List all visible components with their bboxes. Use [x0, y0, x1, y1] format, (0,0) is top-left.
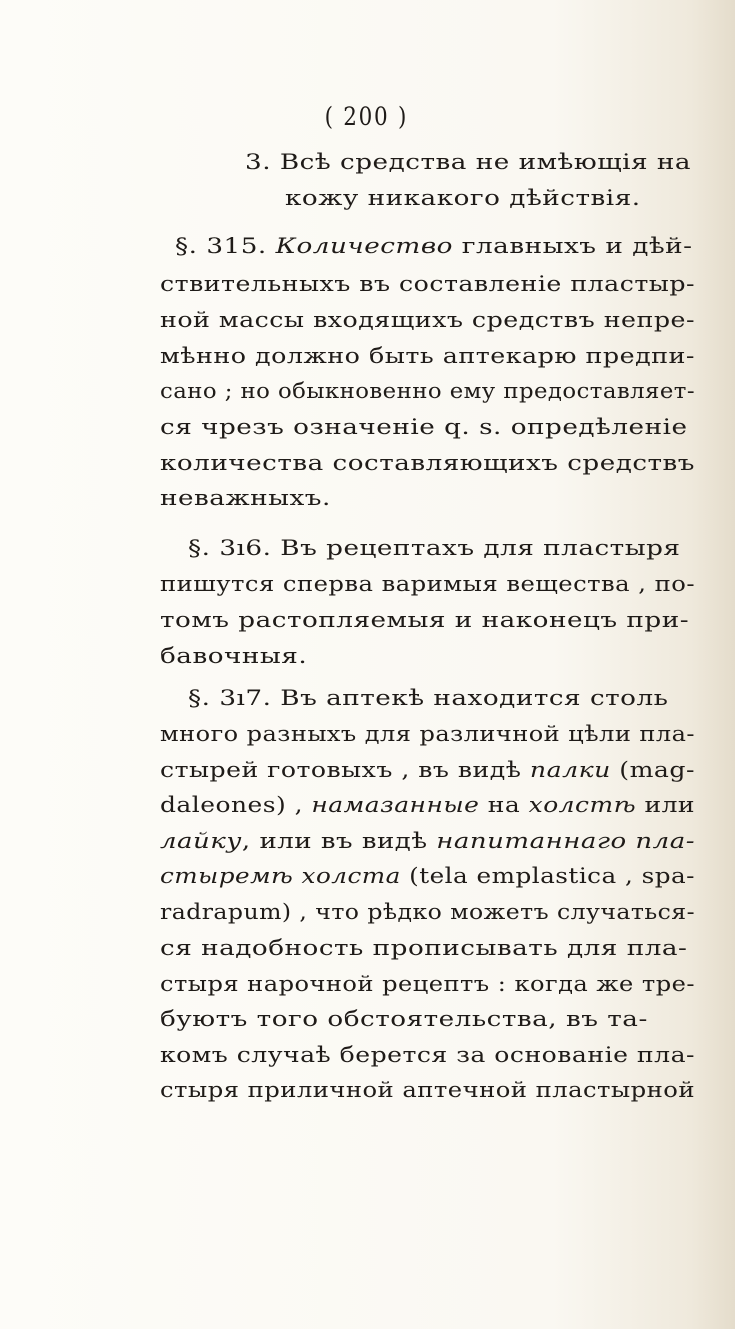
para-317-line-11: комъ случаѣ берется за основаніе пла- — [160, 1043, 695, 1067]
page-number: ( 200 ) — [324, 102, 409, 131]
para-317-line-3-latin: (mag- — [619, 758, 695, 782]
para-317-line-7: radrapum) , что рѣдко можетъ случаться- — [160, 900, 695, 924]
para-315-line-5: сано ; но обыкновенно ему предоставляет- — [160, 379, 695, 403]
para-315-line-2: ствительныхъ въ составленіе пластыр- — [160, 272, 695, 296]
para-317-line-1: §. 3ı7. Въ аптекѣ находится столь — [188, 686, 669, 710]
para-315-number: §. 315. — [175, 234, 267, 258]
para-317-line-8: ся надобность прописывать для пла- — [160, 936, 688, 960]
para-317-line-4-latin: daleones) , — [160, 793, 304, 817]
para-317-line-9: стыря нарочной рецептъ : когда же тре- — [160, 972, 695, 996]
item-3-line-1: 3. Всѣ средства не имѣющія на — [245, 150, 692, 174]
para-315-line-6: ся чрезъ означеніе q. s. опредѣленіе — [160, 415, 688, 439]
para-317-term-styreme-kholsta: стыремѣ холста — [160, 864, 401, 888]
para-315-term: Количество — [275, 234, 453, 258]
para-317-term-napitannago: напитаннаго пла- — [436, 829, 695, 853]
para-315-line-4: мѣнно должно быть аптекарю предпи- — [160, 344, 695, 368]
para-317-line-2: много разныхъ для различной цѣли пла- — [160, 722, 695, 746]
para-317-term-palki: палки — [529, 758, 611, 782]
para-315-line-8: неважныхъ. — [160, 486, 331, 510]
para-317-line-6-latin: (tela emplastica , spa- — [409, 864, 695, 888]
para-315-line-1-rest: главныхъ и дѣй- — [461, 234, 693, 258]
para-317-line-3-text: стырей готовыхъ , въ видѣ — [160, 758, 522, 782]
para-315-line-7: количества составляющихъ средствъ — [160, 451, 695, 475]
para-317-term-namazannye: намазанные — [311, 793, 480, 817]
para-317-line-5-text: , или въ видѣ — [241, 829, 428, 853]
para-317-line-4-na: на — [487, 793, 521, 817]
para-315-line-3: ной массы входящихъ средствъ непре- — [160, 308, 695, 332]
para-317-line-4-ili: или — [644, 793, 695, 817]
para-317-line-4 — [160, 791, 695, 819]
item-3-line-2: кожу никакого дѣйствія. — [285, 186, 641, 210]
para-317-line-5 — [160, 827, 695, 855]
para-316-line-2: пишутся сперва варимыя вещества , по- — [160, 572, 695, 596]
para-315-line-1 — [175, 232, 693, 260]
para-317-line-12: стыря приличной аптечной пластырной — [160, 1078, 695, 1102]
para-316-line-3: томъ растопляемыя и наконецъ при- — [160, 608, 690, 632]
para-317-term-layku: лайку — [160, 829, 242, 853]
para-316-line-1: §. 3ı6. Въ рецептахъ для пластыря — [188, 536, 681, 560]
para-316-line-4: бавочныя. — [160, 644, 308, 668]
para-317-line-10: буютъ того обстоятельства, въ та- — [160, 1007, 648, 1031]
para-317-term-kholste: холстѣ — [528, 793, 637, 817]
para-317-line-6 — [160, 862, 695, 890]
para-317-line-3 — [160, 756, 695, 784]
